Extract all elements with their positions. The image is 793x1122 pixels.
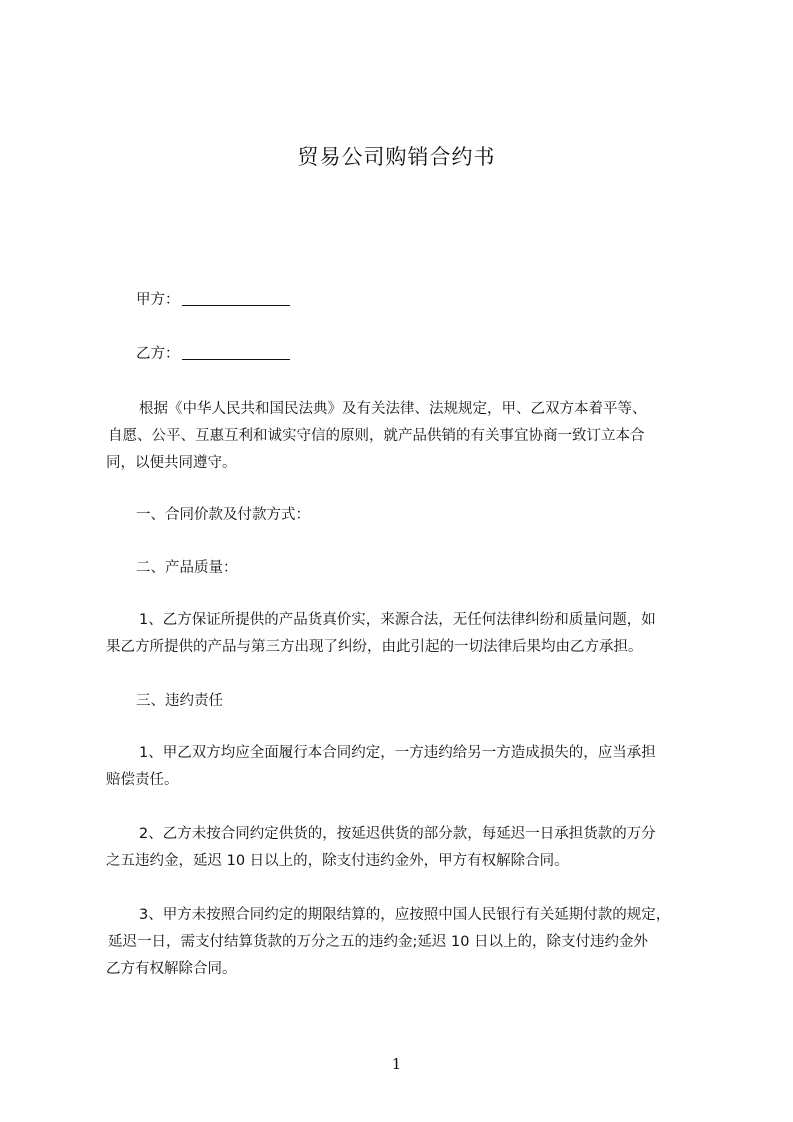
- section-3-clause-3-line-1: 3、甲方未按照合同约定的期限结算的，应按照中国人民银行有关延期付款的规定，: [139, 907, 671, 923]
- section-3-clause-1-line-1: 1、甲乙双方均应全面履行本合同约定，一方违约给另一方造成损失的，应当承担: [139, 745, 656, 761]
- intro-line-3: 同，以便共同遵守。: [106, 455, 237, 471]
- section-3-clause-3-line-2: 延迟一日，需支付结算货款的万分之五的违约金;延迟 10 日以上的，除支付违约金外: [108, 934, 649, 950]
- section-3-heading: 三、违约责任: [136, 693, 223, 709]
- party-b-label: 乙方：: [136, 346, 180, 362]
- party-a-label: 甲方：: [136, 292, 180, 308]
- party-b-line: [136, 341, 744, 367]
- section-3-clause-1-line-2: 赔偿责任。: [106, 772, 179, 788]
- section-2-clause-1-line-1: 1、乙方保证所提供的产品货真价实，来源合法，无任何法律纠纷和质量问题，如: [139, 612, 656, 628]
- intro-line-2: 自愿、公平、互惠互利和诚实守信的原则，就产品供销的有关事宜协商一致订立本合: [108, 428, 645, 444]
- section-3-clause-2-line-2: 之五违约金，延迟 10 日以上的，除支付违约金外，甲方有权解除合同。: [106, 853, 569, 869]
- party-a-line: [136, 287, 744, 313]
- page-number: 1: [391, 1055, 402, 1073]
- document-title: 贸易公司购销合约书: [297, 145, 496, 169]
- section-2-clause-1-line-2: 果乙方所提供的产品与第三方出现了纠纷，由此引起的一切法律后果均由乙方承担。: [106, 639, 643, 655]
- section-2-heading: 二、产品质量：: [136, 560, 238, 576]
- party-b-blank[interactable]: [182, 345, 290, 360]
- intro-line-1: 根据《中华人民共和国民法典》及有关法律、法规规定，甲、乙双方本着平等、: [139, 401, 647, 417]
- section-3-clause-2-line-1: 2、乙方未按合同约定供货的，按延迟供货的部分款，每延迟一日承担货款的万分: [139, 826, 656, 842]
- section-3-clause-3-line-3: 乙方有权解除合同。: [106, 961, 237, 977]
- party-a-blank[interactable]: [182, 291, 290, 306]
- section-1-heading: 一、合同价款及付款方式：: [136, 507, 310, 523]
